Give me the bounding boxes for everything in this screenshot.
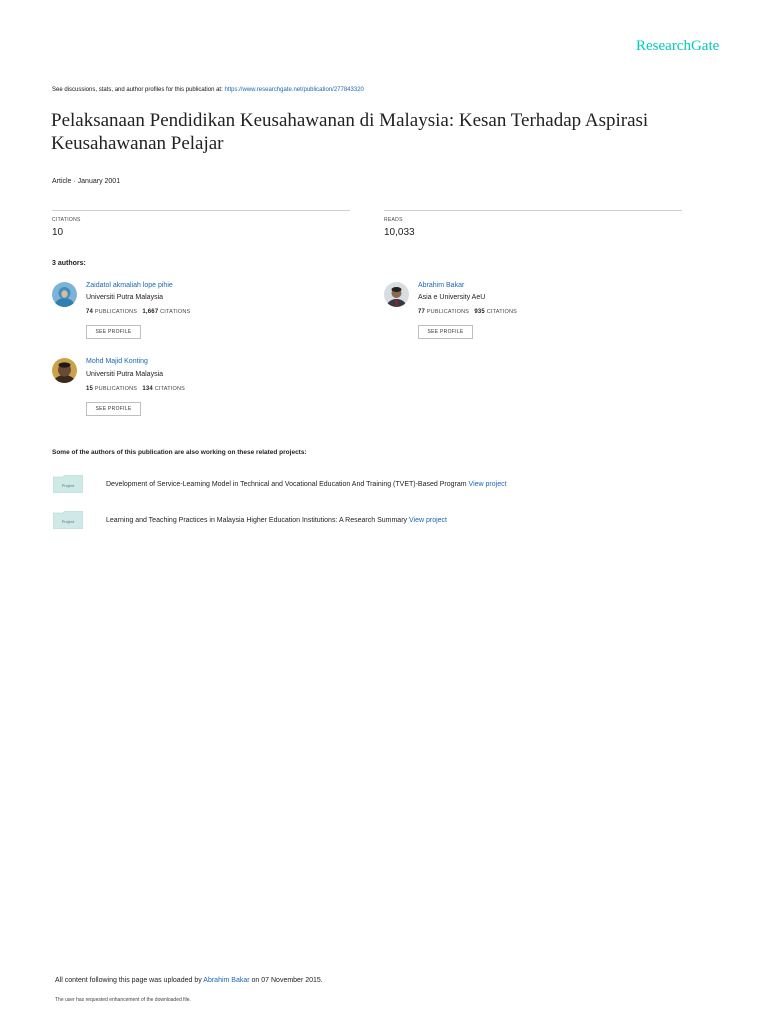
publications-count: 15 (86, 386, 94, 392)
author-stats (86, 309, 190, 315)
project-folder-icon (53, 511, 83, 529)
discussion-line (52, 87, 364, 93)
project-icon-label: Project (61, 519, 75, 524)
author-stats (86, 386, 185, 392)
project-title: Learning and Teaching Practices in Malaysia Higher Education Institutions: A Research Summary (106, 517, 408, 524)
citations-label: CITATIONS (154, 386, 186, 392)
author-name-link[interactable]: Mohd Majid Konting (86, 358, 148, 365)
publications-label: PUBLICATIONS (94, 386, 138, 392)
publication-url-link[interactable]: https://www.researchgate.net/publication/277843320 (224, 87, 364, 93)
author-affiliation: Universiti Putra Malaysia (86, 371, 164, 378)
citations-label: CITATIONS (52, 217, 81, 223)
uploader-link[interactable]: Abrahim Bakar (203, 977, 250, 984)
see-profile-button[interactable]: SEE PROFILE (418, 325, 473, 339)
project-item (106, 481, 507, 488)
reads-label: READS (384, 217, 403, 223)
citations-count: 134 (142, 386, 153, 392)
upload-notice (55, 977, 323, 984)
reads-divider (384, 210, 682, 211)
publications-count: 77 (418, 309, 426, 315)
citations-value: 10 (52, 227, 64, 238)
upload-prefix: All content following this page was uploaded by (55, 977, 202, 984)
publication-title: Pelaksanaan Pendidikan Keusahawanan di Malaysia: Kesan Terhadap Aspirasi Keusahawanan Pelajar (51, 110, 649, 154)
author-name-link[interactable]: Zaidatol akmaliah lope pihie (86, 282, 173, 289)
publications-count: 74 (86, 309, 94, 315)
view-project-link[interactable]: View project (468, 481, 507, 488)
project-item (106, 517, 447, 524)
authors-count: 3 authors: (52, 260, 86, 267)
citations-label: CITATIONS (160, 309, 191, 315)
discussion-intro: See discussions, stats, and author profiles for this publication at: (52, 87, 223, 93)
project-folder-icon (53, 475, 83, 493)
upload-suffix: on 07 November 2015. (251, 977, 323, 984)
publications-label: PUBLICATIONS (426, 309, 470, 315)
project-icon-label: Project (61, 483, 75, 488)
author-name-link[interactable]: Abrahim Bakar (418, 282, 465, 289)
avatar[interactable] (52, 358, 77, 383)
author-stats (418, 309, 517, 315)
reads-value: 10,033 (384, 227, 415, 238)
avatar[interactable] (384, 282, 409, 307)
researchgate-logo[interactable]: ResearchGate (636, 38, 720, 54)
see-profile-button[interactable]: SEE PROFILE (86, 325, 141, 339)
citations-count: 1,667 (142, 309, 159, 315)
publication-meta: Article · January 2001 (52, 178, 121, 185)
author-affiliation: Universiti Putra Malaysia (86, 294, 164, 301)
related-projects-heading: Some of the authors of this publication are also working on these related projects: (52, 449, 307, 456)
project-title: Development of Service-Learning Model in Technical and Vocational Education And Training (TVET)-Based Program (106, 481, 467, 488)
citations-label: CITATIONS (486, 309, 518, 315)
view-project-link[interactable]: View project (408, 517, 447, 524)
citations-count: 935 (474, 309, 485, 315)
citations-divider (52, 210, 350, 211)
enhancement-note: The user has requested enhancement of the downloaded file. (55, 997, 191, 1003)
avatar[interactable] (52, 282, 77, 307)
publications-label: PUBLICATIONS (94, 309, 138, 315)
see-profile-button[interactable]: SEE PROFILE (86, 402, 141, 416)
author-affiliation: Asia e University AeU (418, 294, 486, 301)
